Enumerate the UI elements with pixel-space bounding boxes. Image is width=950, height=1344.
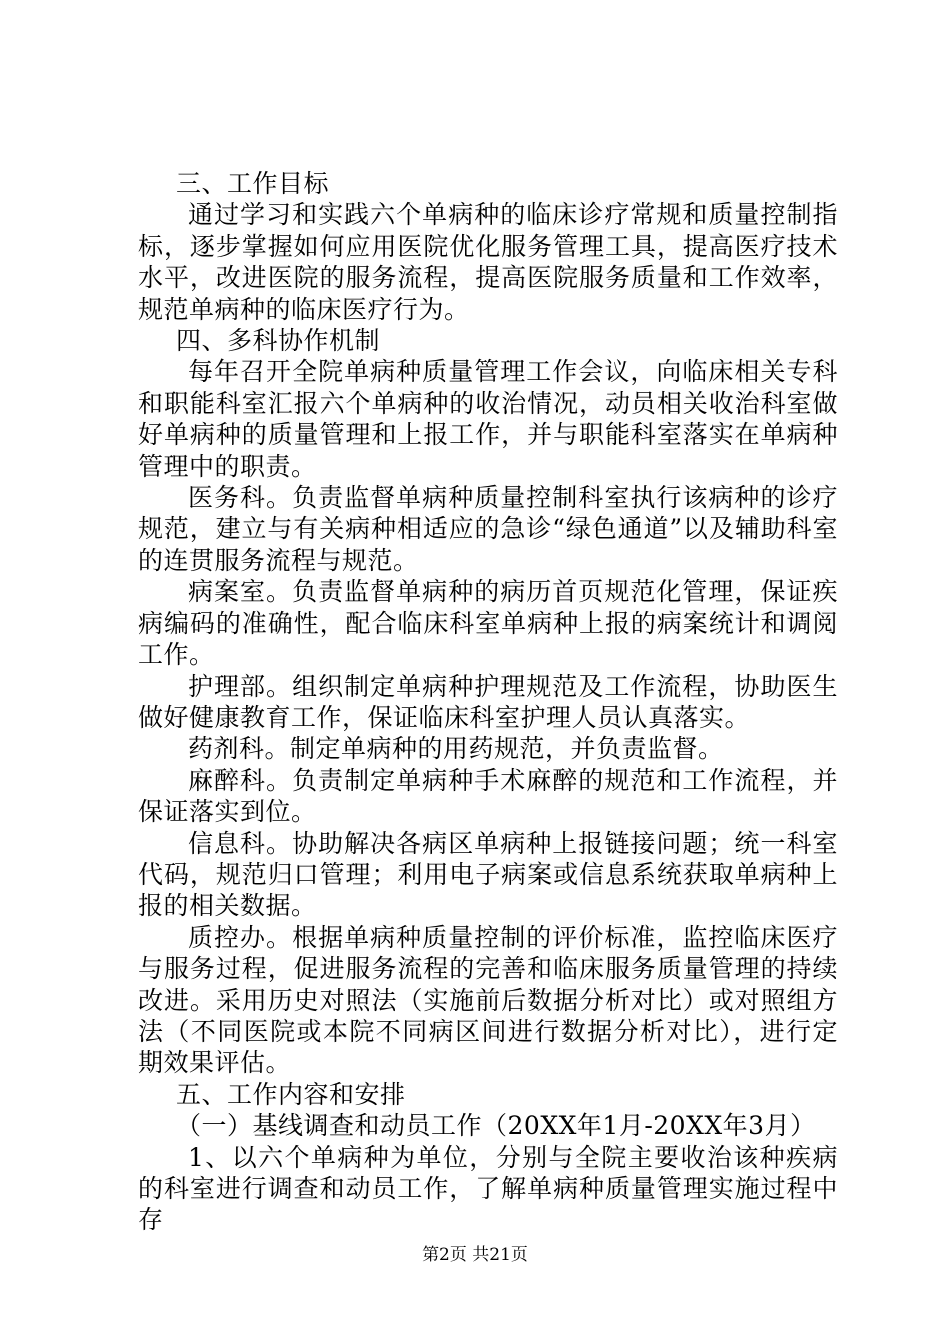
- paragraph-item-1: 1、以六个单病种为单位，分别与全院主要收治该种疾病的科室进行调查和动员工作，了解单病种质量管理实施过程中存: [138, 1142, 838, 1235]
- paragraph-medical-affairs: 医务科。负责监督单病种质量控制科室执行该病种的诊疗规范，建立与有关病种相适应的急诊“绿色通道”以及辅助科室的连贯服务流程与规范。: [138, 483, 838, 575]
- paragraph-goals: 通过学习和实践六个单病种的临床诊疗常规和质量控制指标，逐步掌握如何应用医院优化服务管理工具，提高医疗技术水平，改进医院的服务流程，提高医院服务质量和工作效率，规范单病种的临床医疗行为。: [138, 200, 838, 324]
- section-heading-mechanism: 四、多科协作机制: [176, 326, 381, 356]
- section-heading-work-content: 五、工作内容和安排: [176, 1079, 406, 1109]
- paragraph-records-room: 病案室。负责监督单病种的病历首页规范化管理，保证疾病编码的准确性，配合临床科室单病种上报的病案统计和调阅工作。: [138, 577, 838, 670]
- paragraph-anesthesia: 麻醉科。负责制定单病种手术麻醉的规范和工作流程，并保证落实到位。: [138, 765, 838, 827]
- subsection-heading-baseline: （一）基线调查和动员工作（20XX年1月-20XX年3月）: [176, 1111, 816, 1141]
- paragraph-quality-office: 质控办。根据单病种质量控制的评价标准，监控临床医疗与服务过程，促进服务流程的完善和临床服务质量管理的持续改进。采用历史对照法（实施前后数据分析对比）或对照组方法（不同医院或本院不同病区间进行数据分析对比），进行定期效果评估。: [138, 922, 838, 1078]
- paragraph-pharmacy: 药剂科。制定单病种的用药规范，并负责监督。: [188, 734, 724, 764]
- paragraph-information: 信息科。协助解决各病区单病种上报链接问题；统一科室代码，规范归口管理；利用电子病案或信息系统获取单病种上报的相关数据。: [138, 828, 838, 921]
- document-body: [138, 168, 838, 1236]
- paragraph-nursing: 护理部。组织制定单病种护理规范及工作流程，协助医生做好健康教育工作，保证临床科室护理人员认真落实。: [138, 671, 838, 732]
- page-number-footer: 第2页 共21页: [422, 1245, 528, 1265]
- section-heading-goals: 三、工作目标: [176, 169, 330, 198]
- paragraph-mechanism: 每年召开全院单病种质量管理工作会议，向临床相关专科和职能科室汇报六个单病种的收治情况，动员相关收治科室做好单病种的质量管理和上报工作，并与职能科室落实在单病种管理中的职责。: [138, 357, 838, 481]
